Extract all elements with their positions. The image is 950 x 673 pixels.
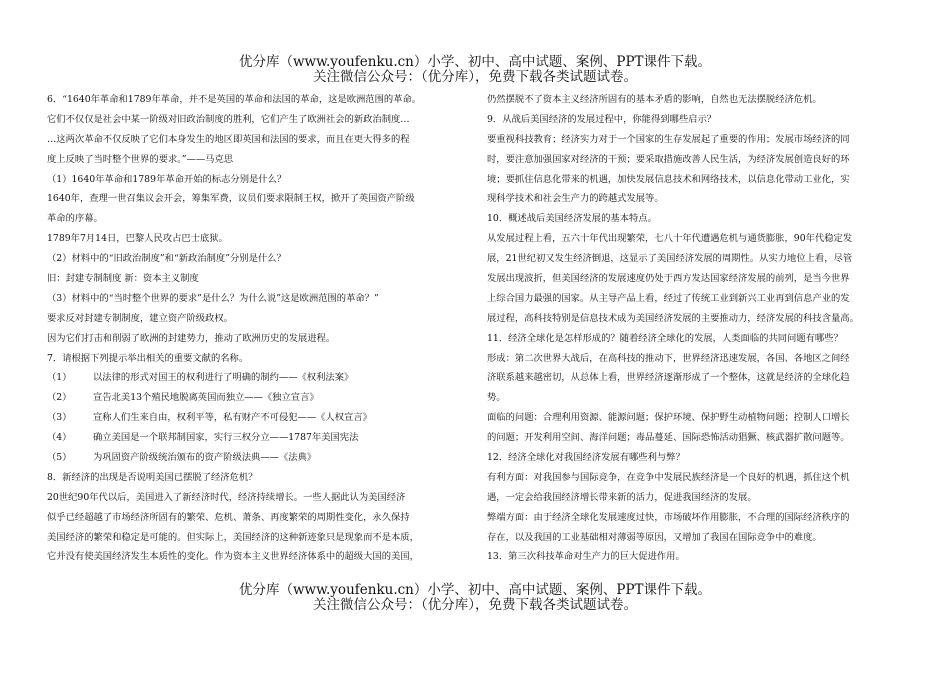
- text-line: 形成：第二次世界大战后，在高科技的推动下，世界经济迅速发展，各国、各地区之间经: [487, 352, 850, 364]
- footer-line-1: 优分库（www.youfenku.cn）小学、初中、高中试题、案例、PPT课件下载。: [238, 582, 712, 598]
- text-line: 13．第三次科技革命对生产力的巨大促进作用。: [487, 551, 685, 563]
- header-banner: [0, 55, 950, 85]
- doc-list-num: （4）: [47, 432, 72, 444]
- text-line: 上综合国力最强的国家。从主导产品上看，经过了传统工业到新兴工业再到信息产业的发: [487, 292, 850, 304]
- text-line: 势。: [487, 392, 506, 404]
- text-line: 遇，一定会给我国经济增长带来新的活力，促进我国经济的发展。: [487, 491, 757, 503]
- doc-list-item: [47, 368, 467, 388]
- text-line: 度上反映了当时整个世界的要求。”——马克思: [47, 153, 234, 165]
- text-line: 似乎已经超越了市场经济所固有的繁荣、危机、萧条、再度繁荣的周期性变化，永久保持: [47, 511, 410, 523]
- right-column: [487, 90, 905, 567]
- text-line: 因为它们打击和削弱了欧洲的封建势力，推动了欧洲历史的发展进程。: [47, 332, 336, 344]
- text-line: 10．概述战后美国经济发展的基本特点。: [487, 213, 657, 225]
- text-line: 展过程，高科技特别是信息技术成为美国经济发展的主要推动力，经济发展的科技含量高。: [487, 312, 859, 324]
- doc-list-num: （1）: [47, 372, 72, 384]
- doc-list-item: [47, 448, 467, 468]
- text-line: 12．经济全球化对我国经济发展有哪些利与弊？: [487, 452, 685, 464]
- text-line: 弊端方面：由于经济全球化发展速度过快，市场破坏作用膨胀，不合理的国际经济秩序的: [487, 511, 850, 523]
- header-line-2: 关注微信公众号：（优分库），免费下载各类试题试卷。: [313, 69, 637, 85]
- text-line: 济联系越来越密切，从总体上看，世界经济逐渐形成了一个整体，这就是经济的全球化趋: [487, 372, 850, 384]
- doc-list-text: 以法律的形式对国王的权利进行了明确的制约——《权利法案》: [93, 372, 354, 384]
- footer-line-2: 关注微信公众号：（优分库），免费下载各类试题试卷。: [313, 597, 637, 613]
- text-line: 仍然摆脱不了资本主义经济所固有的基本矛盾的影响，自然也无法摆脱经济危机。: [487, 94, 822, 105]
- doc-list-num: （3）: [47, 412, 72, 424]
- text-line: （3）材料中的“当时整个世界的要求”是什么？为什么说”这是欧洲范围的革命？”: [47, 292, 379, 304]
- text-line: 时，要注意加强国家对经济的干预；要采取措施改善人民生活，为经济发展创造良好的环: [487, 153, 850, 165]
- text-line: 革命的序幕。: [47, 213, 103, 225]
- doc-list-text: 宣称人们生来自由，权利平等，私有财产不可侵犯——《人权宣言》: [93, 412, 372, 424]
- text-line: （1）1640年革命和1789年革命开始的标志分别是什么？: [47, 173, 287, 185]
- doc-list-num: （5）: [47, 452, 72, 464]
- text-line: 6．“1640年革命和1789年革命，并不是英国的革命和法国的革命，这是欧洲范围的革命。: [47, 94, 422, 105]
- text-line: 展，21世纪初又发生经济倒退，这显示了美国经济发展的周期性。从实力地位上看，尽管: [487, 253, 853, 265]
- footer-banner: [0, 583, 950, 613]
- text-line: 境；要抓住信息化带来的机遇，加快发展信息技术和网络技术，以信息化带动工业化，实: [487, 173, 850, 185]
- text-line: （2）材料中的“旧政治制度”和“新政治制度”分别是什么？: [47, 253, 286, 265]
- doc-list-num: （2）: [47, 392, 72, 404]
- doc-list-item: [47, 428, 467, 448]
- text-line: 现科学技术和社会生产力的跨越式发展等。: [487, 193, 664, 205]
- text-line: 旧：封建专制制度 新：资本主义制度: [47, 273, 199, 285]
- doc-list-item: [47, 388, 467, 408]
- text-line: 的问题；开发利用空间、海洋问题；毒品蔓延、国际恐怖活动猖獗、核武器扩散问题等。: [487, 432, 850, 444]
- text-line: 8．新经济的出现是否说明美国已摆脱了经济危机？: [47, 471, 258, 483]
- text-line: 要求反对封建专制制度，建立资产阶级政权。: [47, 312, 233, 324]
- doc-list-text: 为巩固资产阶级统治颁布的资产阶级法典——《法典》: [93, 452, 317, 464]
- header-line-1: 优分库（www.youfenku.cn）小学、初中、高中试题、案例、PPT课件下载。: [238, 54, 712, 70]
- text-line: 1789年7月14日，巴黎人民攻占巴士底狱。: [47, 233, 228, 245]
- text-line: 9．从战后美国经济的发展过程中，你能得到哪些启示？: [487, 113, 717, 125]
- text-line: 从发展过程上看，五六十年代出现繁荣，七八十年代遭遇危机与通货膨胀，90年代稳定发: [487, 233, 853, 245]
- text-line: 存在，以及我国的工业基础相对薄弱等原因，又增加了我国在国际竞争中的难度。: [487, 531, 822, 543]
- text-line: 发展出现波折，但美国经济的发展速度仍处于西方发达国家经济发展的前列，是当今世界: [487, 273, 850, 285]
- text-line: 有利方面：对我国参与国际竞争，在竞争中发展民族经济是一个良好的机遇，抓住这个机: [487, 471, 850, 483]
- text-line: 11．经济全球化是怎样形成的？随着经济全球化的发展，人类面临的共同问题有哪些？: [487, 332, 843, 344]
- text-line: 1640年，查理一世召集议会开会，筹集军费，议员们要求限制王权，掀开了英国资产阶级: [47, 193, 415, 205]
- text-line: …这两次革命不仅反映了它们本身发生的地区即英国和法国的要求，而且在更大得多的程: [47, 133, 410, 145]
- text-line: 它并没有使美国经济发生本质性的变化。作为资本主义世界经济体系中的超级大国的美国，: [47, 551, 419, 563]
- text-line: 20世纪90年代以后，美国进入了新经济时代，经济持续增长。一些人据此认为美国经济: [47, 491, 406, 503]
- text-line: 要重视科技教育；经济实力对于一个国家的生存发展起了重要的作用；发展市场经济的同: [487, 133, 850, 145]
- doc-list-text: 宣告北美13个殖民地脱离英国而独立——《独立宣言》: [93, 392, 319, 404]
- doc-list-text: 确立美国是一个联邦制国家，实行三权分立——1787年美国宪法: [93, 432, 359, 444]
- doc-list-item: [47, 408, 467, 428]
- text-line: 7．请根据下列提示举出相关的重要文献的名称。: [47, 352, 249, 364]
- text-line: 面临的问题：合理利用资源、能源问题；保护环境、保护野生动植物问题；控制人口增长: [487, 412, 850, 424]
- text-line: 美国经济的繁荣和稳定是可能的。但实际上，美国经济的这种新迹象只是现象而不是本质，: [47, 531, 419, 543]
- text-line: 它们不仅仅是社会中某一阶级对旧政治制度的胜利，它们产生了欧洲社会的新政治制度…: [47, 113, 410, 125]
- left-column: [47, 90, 467, 567]
